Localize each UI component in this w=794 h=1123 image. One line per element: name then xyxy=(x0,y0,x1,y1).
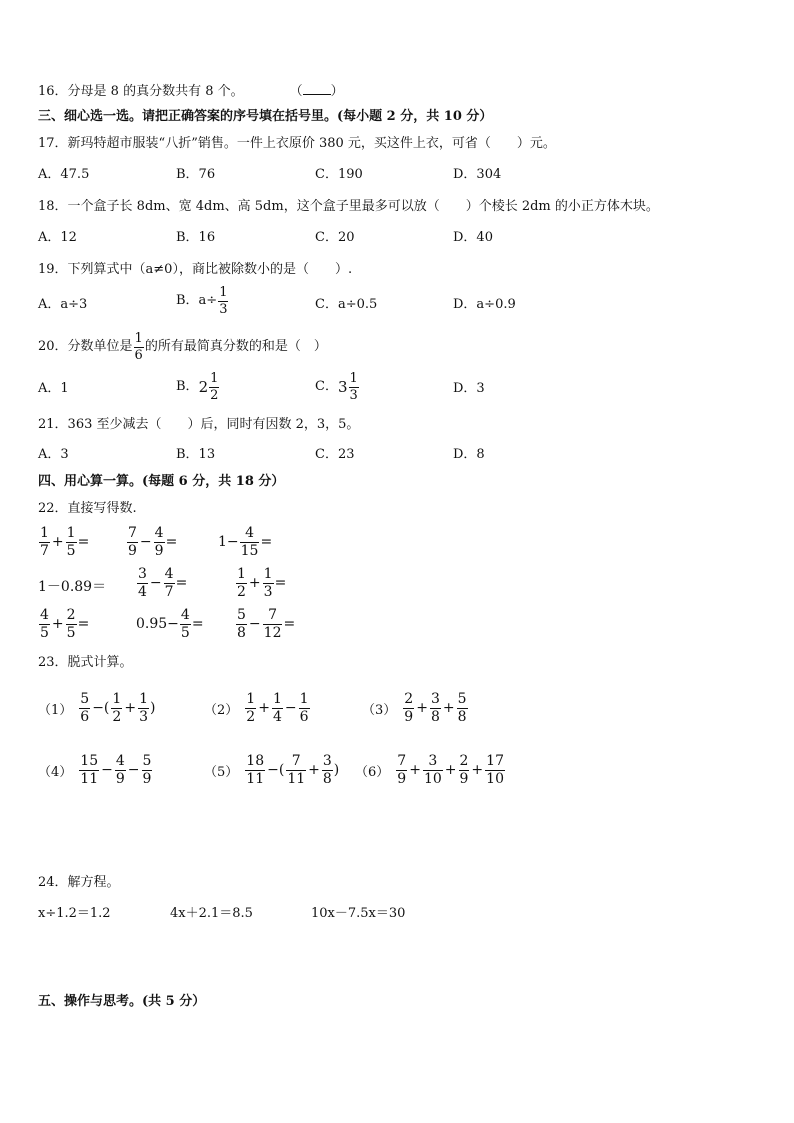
fraction xyxy=(79,692,90,724)
math-token: 7 xyxy=(263,608,283,625)
math-token: + xyxy=(51,534,64,551)
math-token: 1 xyxy=(40,525,49,541)
fraction xyxy=(66,608,77,640)
q22-expr-1 xyxy=(38,526,89,558)
q23-problem-3 xyxy=(362,692,469,724)
math-token: = xyxy=(283,616,296,633)
math-token: 8 xyxy=(430,708,440,725)
fraction xyxy=(138,692,149,724)
math-token: 7 xyxy=(40,542,49,559)
math-token: （5） xyxy=(204,764,239,780)
q22-expr-5 xyxy=(136,567,187,599)
fraction xyxy=(39,526,50,558)
math-token: 8 xyxy=(237,624,246,641)
fraction xyxy=(209,372,219,402)
math-token: 8 xyxy=(322,770,332,787)
math-token: 2 xyxy=(112,708,122,725)
q20-option-b[interactable] xyxy=(176,372,220,402)
fraction xyxy=(137,567,148,599)
math-token: 5 xyxy=(180,624,190,641)
math-token: 1 xyxy=(237,566,246,582)
fraction xyxy=(39,608,50,640)
fraction xyxy=(403,692,414,724)
math-token: 5 xyxy=(66,542,76,559)
fraction xyxy=(218,286,228,316)
q20-option-a[interactable]: A．1 xyxy=(38,381,69,396)
fraction-unit xyxy=(134,332,144,362)
math-token: −( xyxy=(267,762,285,779)
question-20 xyxy=(38,332,327,362)
math-token: 4 xyxy=(240,526,260,543)
math-token: 5 xyxy=(457,691,467,707)
fraction xyxy=(236,567,247,599)
math-token: 2 xyxy=(404,691,414,707)
math-token: + xyxy=(444,762,457,779)
math-token: 0.95− xyxy=(136,616,179,633)
math-token: 5 xyxy=(142,753,152,769)
math-token: 3 xyxy=(138,566,147,582)
fraction xyxy=(66,526,77,558)
fraction xyxy=(485,754,505,786)
math-token: − xyxy=(101,762,113,779)
math-token: 15 xyxy=(240,542,259,559)
denominator: 6 xyxy=(134,347,143,363)
fraction xyxy=(430,692,441,724)
math-token: 3 xyxy=(139,708,148,725)
math-token: 9 xyxy=(459,770,469,787)
math-token: 4 xyxy=(115,753,125,769)
math-token: 7 xyxy=(164,583,174,600)
fraction xyxy=(263,608,283,640)
q18-option-a[interactable]: A．12 xyxy=(38,230,77,245)
math-token: − xyxy=(248,616,261,633)
q20-option-c-prefix: C． xyxy=(315,379,338,395)
math-token: ) xyxy=(149,700,156,717)
math-token: （2） xyxy=(204,702,239,718)
q22-expr-9 xyxy=(235,608,295,640)
math-token: 1 xyxy=(272,691,282,707)
q22-expr-3 xyxy=(218,526,272,558)
fraction xyxy=(263,567,274,599)
fraction xyxy=(164,567,175,599)
denominator: 3 xyxy=(349,387,358,403)
math-token: 2 xyxy=(246,708,256,725)
math-token: 5 xyxy=(80,691,90,707)
q19-option-b-prefix: B．a÷ xyxy=(176,293,218,309)
fraction xyxy=(236,608,247,640)
math-token: 6 xyxy=(80,708,90,725)
math-token: 4 xyxy=(40,607,49,623)
math-token: 9 xyxy=(404,708,414,725)
q20-option-c[interactable] xyxy=(315,372,360,402)
math-token: （3） xyxy=(362,702,397,718)
math-token: 5 xyxy=(40,624,49,641)
math-token: 1 xyxy=(246,691,256,707)
math-token: + xyxy=(442,700,455,717)
math-token: 11 xyxy=(246,770,265,787)
q21-option-c[interactable]: C．23 xyxy=(315,447,355,462)
fraction xyxy=(349,372,359,402)
math-token: = xyxy=(77,616,90,633)
numerator: 1 xyxy=(219,285,228,300)
math-token: 1 xyxy=(139,691,148,707)
math-token: 10 xyxy=(486,770,504,787)
fraction xyxy=(154,526,165,558)
section-4-title: 四、用心算一算。(每题 6 分，共 18 分） xyxy=(38,474,285,489)
q22-expr-7 xyxy=(38,608,89,640)
math-token: 3 xyxy=(322,753,332,769)
fraction xyxy=(457,692,468,724)
math-token: + xyxy=(409,762,421,779)
math-token: 1 xyxy=(299,691,309,707)
fraction xyxy=(142,754,153,786)
fraction xyxy=(111,692,122,724)
math-token: 7 xyxy=(128,525,137,541)
math-token: 4 xyxy=(154,525,164,541)
q22-expr-8 xyxy=(136,608,204,640)
math-token: 7 xyxy=(286,754,306,771)
numerator: 1 xyxy=(210,371,219,386)
math-token: −( xyxy=(92,700,110,717)
math-token: 3 xyxy=(263,583,273,600)
math-token: = xyxy=(274,575,287,592)
fraction xyxy=(115,754,126,786)
math-token: − xyxy=(149,575,162,592)
math-token: 3 xyxy=(423,754,443,771)
math-token: 4 xyxy=(272,708,282,725)
math-token: = xyxy=(77,534,90,551)
fraction xyxy=(245,754,265,786)
math-token: 8 xyxy=(457,708,467,725)
math-token: 4 xyxy=(138,583,147,600)
q23-problem-5 xyxy=(204,754,339,786)
paren-close: ） xyxy=(330,84,344,99)
math-token: 12 xyxy=(263,624,282,641)
q24-equation-1: x÷1.2＝1.2 xyxy=(38,906,111,921)
math-token: 9 xyxy=(115,770,125,787)
math-token: 18 xyxy=(246,753,265,769)
math-token: （1） xyxy=(38,702,73,718)
fraction xyxy=(423,754,443,786)
math-token: 1 xyxy=(66,525,76,541)
math-token: 11 xyxy=(80,770,99,787)
math-token: 6 xyxy=(299,708,309,725)
question-21-text: 21．363 至少减去（ ）后，同时有因数 2，3，5。 xyxy=(38,417,360,432)
math-token: 9 xyxy=(154,542,164,559)
fraction xyxy=(272,692,283,724)
q24-equation-3: 10x－7.5x＝30 xyxy=(311,906,406,921)
mixed-whole: 3 xyxy=(337,378,348,397)
q17-option-c[interactable]: C．190 xyxy=(315,167,363,182)
math-token: + xyxy=(248,575,261,592)
q19-option-c[interactable]: C．a÷0.5 xyxy=(315,297,378,312)
math-token: 5 xyxy=(66,624,76,641)
fraction xyxy=(180,608,191,640)
math-token: 17 xyxy=(486,753,504,769)
denominator: 2 xyxy=(210,387,219,403)
math-token: 9 xyxy=(128,542,137,559)
math-token: 9 xyxy=(397,770,407,787)
math-token: 1− xyxy=(218,534,239,551)
math-token: = xyxy=(191,616,204,633)
fraction xyxy=(127,526,138,558)
math-token: （4） xyxy=(38,764,73,780)
math-token: 1 xyxy=(263,566,273,582)
q22-expr-2 xyxy=(126,526,177,558)
q23-problem-4 xyxy=(38,754,153,786)
question-16 xyxy=(38,81,344,101)
question-22-title: 22．直接写得数. xyxy=(38,501,137,516)
math-token: 4 xyxy=(164,566,174,582)
q20-option-d[interactable]: D．3 xyxy=(453,381,485,396)
math-token: 2 xyxy=(459,753,469,769)
q22-expr-4: 1－0.89＝ xyxy=(38,579,107,595)
question-20-suffix: 的所有最简真分数的和是（ ） xyxy=(144,339,327,355)
question-18-text: 18．一个盒子长 8dm、宽 4dm、高 5dm，这个盒子里最多可以放（ ）个棱长 2dm 的小正方体木块。 xyxy=(38,199,659,214)
question-20-prefix: 20．分数单位是 xyxy=(38,339,133,355)
math-token: = xyxy=(165,534,178,551)
math-token: + xyxy=(471,762,484,779)
math-token: 2 xyxy=(66,607,76,623)
q17-option-d[interactable]: D．304 xyxy=(453,167,502,182)
q17-option-b[interactable]: B．76 xyxy=(176,167,216,182)
q19-option-d[interactable]: D．a÷0.9 xyxy=(453,297,516,312)
q18-option-d[interactable]: D．40 xyxy=(453,230,493,245)
math-token: 9 xyxy=(142,770,152,787)
math-token: 1 xyxy=(112,691,122,707)
q21-option-b[interactable]: B．13 xyxy=(176,447,216,462)
q19-option-b[interactable] xyxy=(176,286,229,316)
question-24-title: 24．解方程。 xyxy=(38,875,120,890)
math-token: 5 xyxy=(237,607,246,623)
q18-option-c[interactable]: C．20 xyxy=(315,230,355,245)
math-token: − xyxy=(284,700,297,717)
answer-blank[interactable] xyxy=(303,81,331,95)
q21-option-a[interactable]: A．3 xyxy=(38,447,69,462)
math-token: 10 xyxy=(423,770,442,787)
q20-option-b-prefix: B． xyxy=(176,379,199,395)
section-5-title: 五、操作与思考。(共 5 分） xyxy=(38,994,206,1009)
math-token: 15 xyxy=(80,753,99,769)
fraction xyxy=(459,754,470,786)
numerator: 1 xyxy=(349,371,358,386)
q23-problem-1 xyxy=(38,692,155,724)
q24-equation-2: 4x＋2.1＝8.5 xyxy=(170,906,253,921)
q19-option-a[interactable]: A．a÷3 xyxy=(38,297,88,312)
question-19-text: 19．下列算式中（a≠0），商比被除数小的是（ ）. xyxy=(38,262,353,277)
math-token: − xyxy=(139,534,152,551)
section-3-title: 三、细心选一选。请把正确答案的序号填在括号里。(每小题 2 分，共 10 分） xyxy=(38,109,493,124)
fraction xyxy=(240,526,260,558)
math-token: 11 xyxy=(287,770,306,787)
math-token: + xyxy=(308,762,320,779)
fraction xyxy=(79,754,99,786)
math-token: = xyxy=(260,534,273,551)
math-token: ) xyxy=(333,762,340,779)
math-token: + xyxy=(258,700,270,717)
q18-option-b[interactable]: B．16 xyxy=(176,230,216,245)
q23-problem-2 xyxy=(204,692,311,724)
math-token: + xyxy=(416,700,428,717)
math-token: （6） xyxy=(355,764,390,780)
math-token: 4 xyxy=(180,607,190,623)
math-token: − xyxy=(127,762,140,779)
fraction xyxy=(322,754,333,786)
q21-option-d[interactable]: D．8 xyxy=(453,447,485,462)
math-token: 2 xyxy=(237,583,246,600)
fraction xyxy=(286,754,306,786)
question-17-text: 17．新玛特超市服装“八折”销售。一件上衣原价 380 元，买这件上衣，可省（ ）元。 xyxy=(38,136,556,151)
mixed-whole: 2 xyxy=(198,378,209,397)
q17-option-a[interactable]: A．47.5 xyxy=(38,167,90,182)
denominator: 3 xyxy=(219,301,228,317)
question-16-text: 16．分母是 8 的真分数共有 8 个。 xyxy=(38,84,244,99)
question-23-title: 23．脱式计算。 xyxy=(38,655,133,670)
math-token: = xyxy=(175,575,188,592)
q22-expr-6 xyxy=(235,567,286,599)
math-token: 7 xyxy=(397,753,407,769)
q23-problem-6 xyxy=(355,754,506,786)
fraction xyxy=(396,754,407,786)
numerator: 1 xyxy=(134,331,143,346)
paren-open: （ xyxy=(289,84,303,99)
fraction xyxy=(245,692,256,724)
fraction xyxy=(299,692,310,724)
math-token: 3 xyxy=(430,691,440,707)
math-token: + xyxy=(51,616,64,633)
math-token: + xyxy=(124,700,137,717)
